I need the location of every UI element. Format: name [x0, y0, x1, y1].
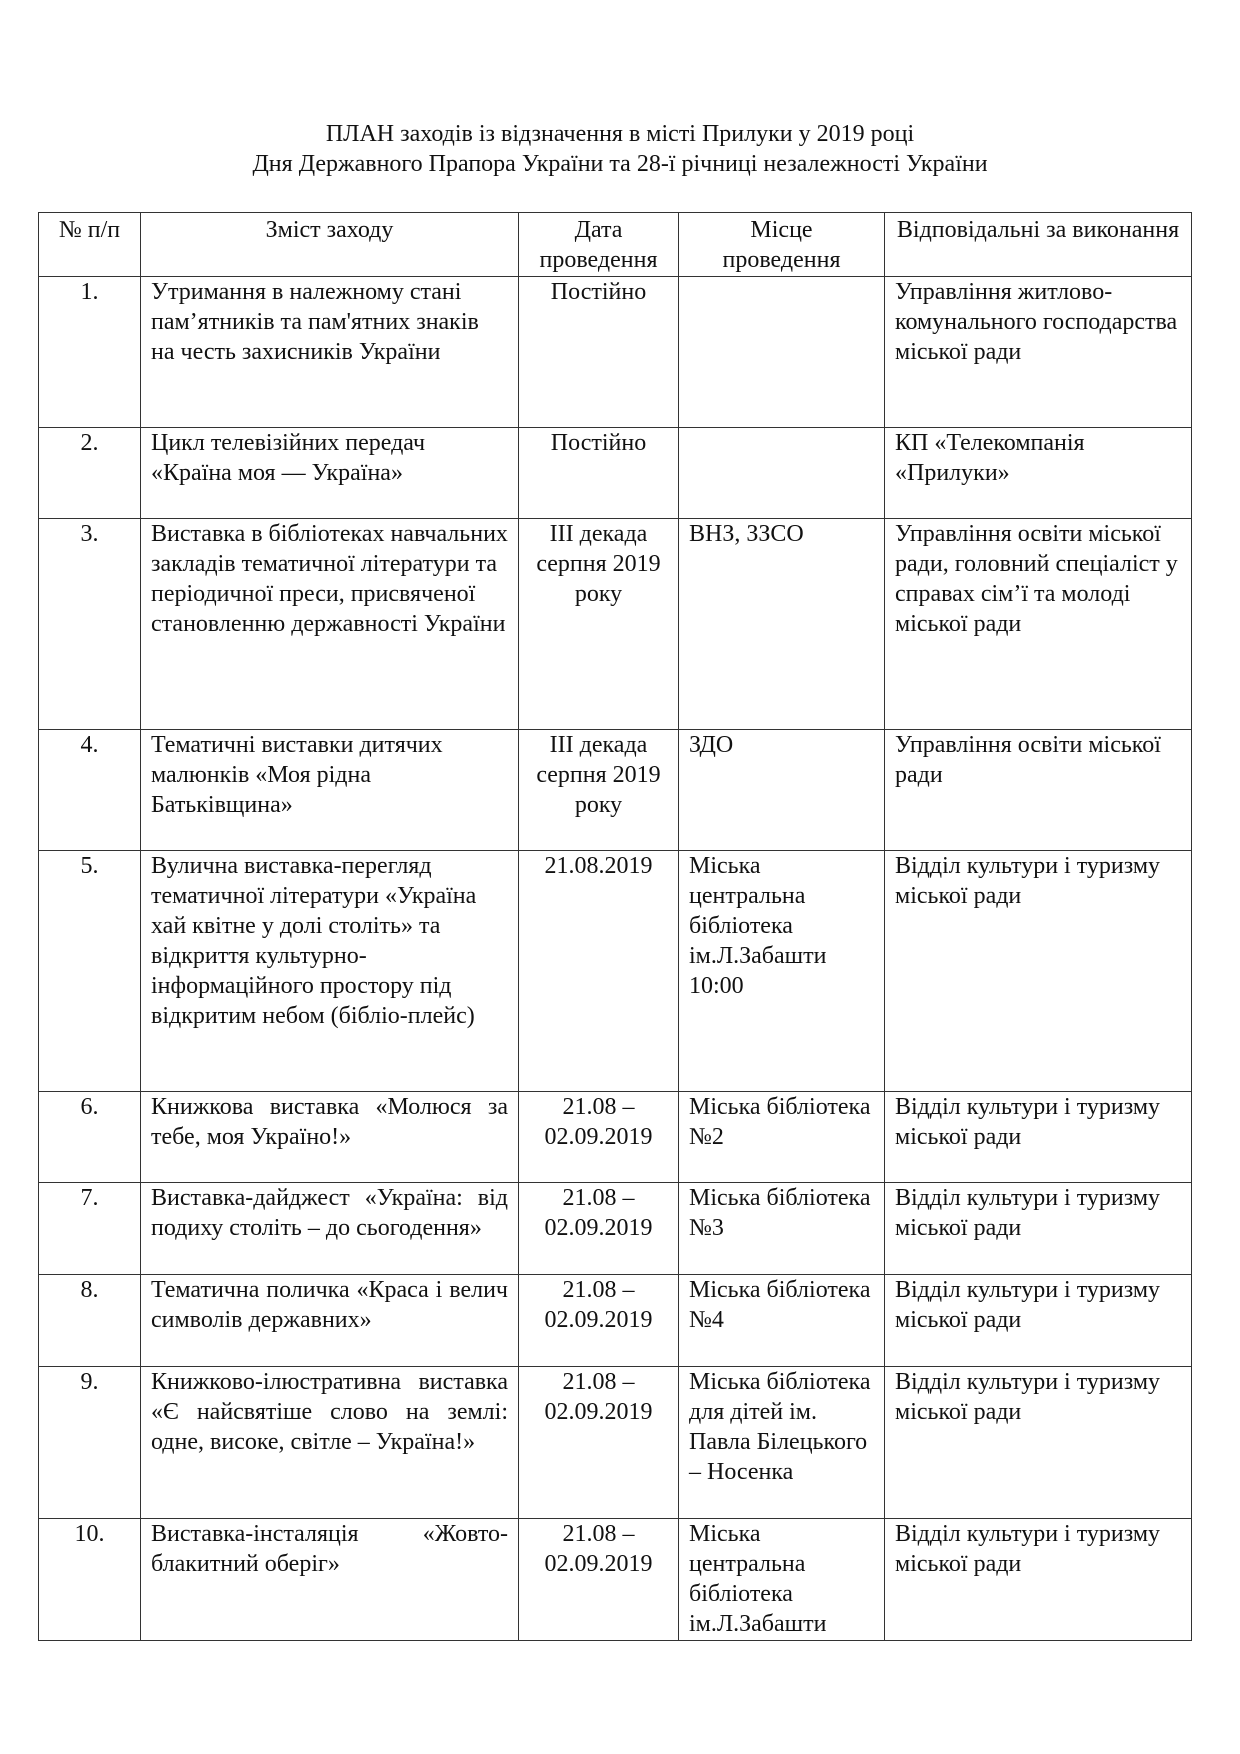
row-number: 8. [39, 1275, 141, 1367]
row-date: 21.08.2019 [519, 851, 679, 1092]
header-date: Дата проведення [519, 213, 679, 277]
row-content: Тематична поличка «Краса і велич символів державних» [141, 1275, 519, 1367]
row-content: Вулична виставка-перегляд тематичної літератури «Україна хай квітне у долі століть» та відкриття культурно-інформаційного простору під відкритим небом (бібліо-плейс) [141, 851, 519, 1092]
row-content: Книжково-ілюстративна виставка «Є найсвятіше слово на землі: одне, високе, світле – Україна!» [141, 1367, 519, 1519]
row-place: Міська центральна бібліотека ім.Л.Забашти [679, 1519, 885, 1641]
header-responsible: Відповідальні за виконання [885, 213, 1192, 277]
row-number: 2. [39, 428, 141, 519]
row-date: ІІІ декада серпня 2019 року [519, 730, 679, 851]
table-header-row [39, 213, 1192, 277]
table-row [39, 730, 1192, 851]
row-place: ЗДО [679, 730, 885, 851]
row-place: Міська бібліотека №4 [679, 1275, 885, 1367]
row-content: Книжкова виставка «Молюся за тебе, моя Україно!» [141, 1092, 519, 1183]
row-place [679, 277, 885, 428]
row-content: Цикл телевізійних передач «Країна моя — Україна» [141, 428, 519, 519]
row-number: 5. [39, 851, 141, 1092]
title-line-1: ПЛАН заходів із відзначення в місті Прилуки у 2019 році [325, 121, 915, 147]
row-place: Міська бібліотека для дітей ім. Павла Білецького – Носенка [679, 1367, 885, 1519]
table-row [39, 519, 1192, 730]
row-place: Міська бібліотека №3 [679, 1183, 885, 1275]
table-row [39, 428, 1192, 519]
row-place: Міська центральна бібліотека ім.Л.Забашти 10:00 [679, 851, 885, 1092]
row-date: 21.08 – 02.09.2019 [519, 1367, 679, 1519]
row-responsible: Управління освіти міської ради [885, 730, 1192, 851]
row-responsible: КП «Телекомпанія «Прилуки» [885, 428, 1192, 519]
header-place: Місце проведення [679, 213, 885, 277]
row-responsible: Управління житлово-комунального господарства міської ради [885, 277, 1192, 428]
row-number: 4. [39, 730, 141, 851]
row-responsible: Управління освіти міської ради, головний спеціаліст у справах сім’ї та молоді міської ради [885, 519, 1192, 730]
row-date: 21.08 – 02.09.2019 [519, 1275, 679, 1367]
row-responsible: Відділ культури і туризму міської ради [885, 1519, 1192, 1641]
row-number: 6. [39, 1092, 141, 1183]
row-place: ВНЗ, ЗЗСО [679, 519, 885, 730]
row-date: Постійно [519, 428, 679, 519]
table-row [39, 1275, 1192, 1367]
row-date: 21.08 – 02.09.2019 [519, 1092, 679, 1183]
row-date: Постійно [519, 277, 679, 428]
row-date: ІІІ декада серпня 2019 року [519, 519, 679, 730]
row-number: 1. [39, 277, 141, 428]
row-date: 21.08 – 02.09.2019 [519, 1183, 679, 1275]
row-content: Виставка в бібліотеках навчальних закладів тематичної літератури та періодичної преси, присвяченої становленню державності України [141, 519, 519, 730]
document-title [0, 119, 1240, 179]
row-number: 7. [39, 1183, 141, 1275]
row-responsible: Відділ культури і туризму міської ради [885, 1183, 1192, 1275]
header-number: № п/п [39, 213, 141, 277]
table-row [39, 1183, 1192, 1275]
table-row [39, 1367, 1192, 1519]
table-row [39, 1519, 1192, 1641]
row-number: 9. [39, 1367, 141, 1519]
row-responsible: Відділ культури і туризму міської ради [885, 1367, 1192, 1519]
header-content: Зміст заходу [141, 213, 519, 277]
row-date: 21.08 – 02.09.2019 [519, 1519, 679, 1641]
row-place: Міська бібліотека №2 [679, 1092, 885, 1183]
row-content: Тематичні виставки дитячих малюнків «Моя рідна Батьківщина» [141, 730, 519, 851]
row-responsible: Відділ культури і туризму міської ради [885, 1092, 1192, 1183]
row-responsible: Відділ культури і туризму міської ради [885, 1275, 1192, 1367]
row-content: Виставка-інсталяція «Жовто-блакитний оберіг» [141, 1519, 519, 1641]
row-responsible: Відділ культури і туризму міської ради [885, 851, 1192, 1092]
table-row [39, 1092, 1192, 1183]
row-number: 3. [39, 519, 141, 730]
table-row [39, 277, 1192, 428]
row-content: Виставка-дайджест «Україна: від подиху століть – до сьогодення» [141, 1183, 519, 1275]
table-row [39, 851, 1192, 1092]
title-line-2: Дня Державного Прапора України та 28-ї річниці незалежності України [252, 151, 988, 177]
row-place [679, 428, 885, 519]
events-plan-table [38, 212, 1192, 1641]
row-content: Утримання в належному стані пам’ятників та пам'ятних знаків на честь захисників України [141, 277, 519, 428]
row-number: 10. [39, 1519, 141, 1641]
